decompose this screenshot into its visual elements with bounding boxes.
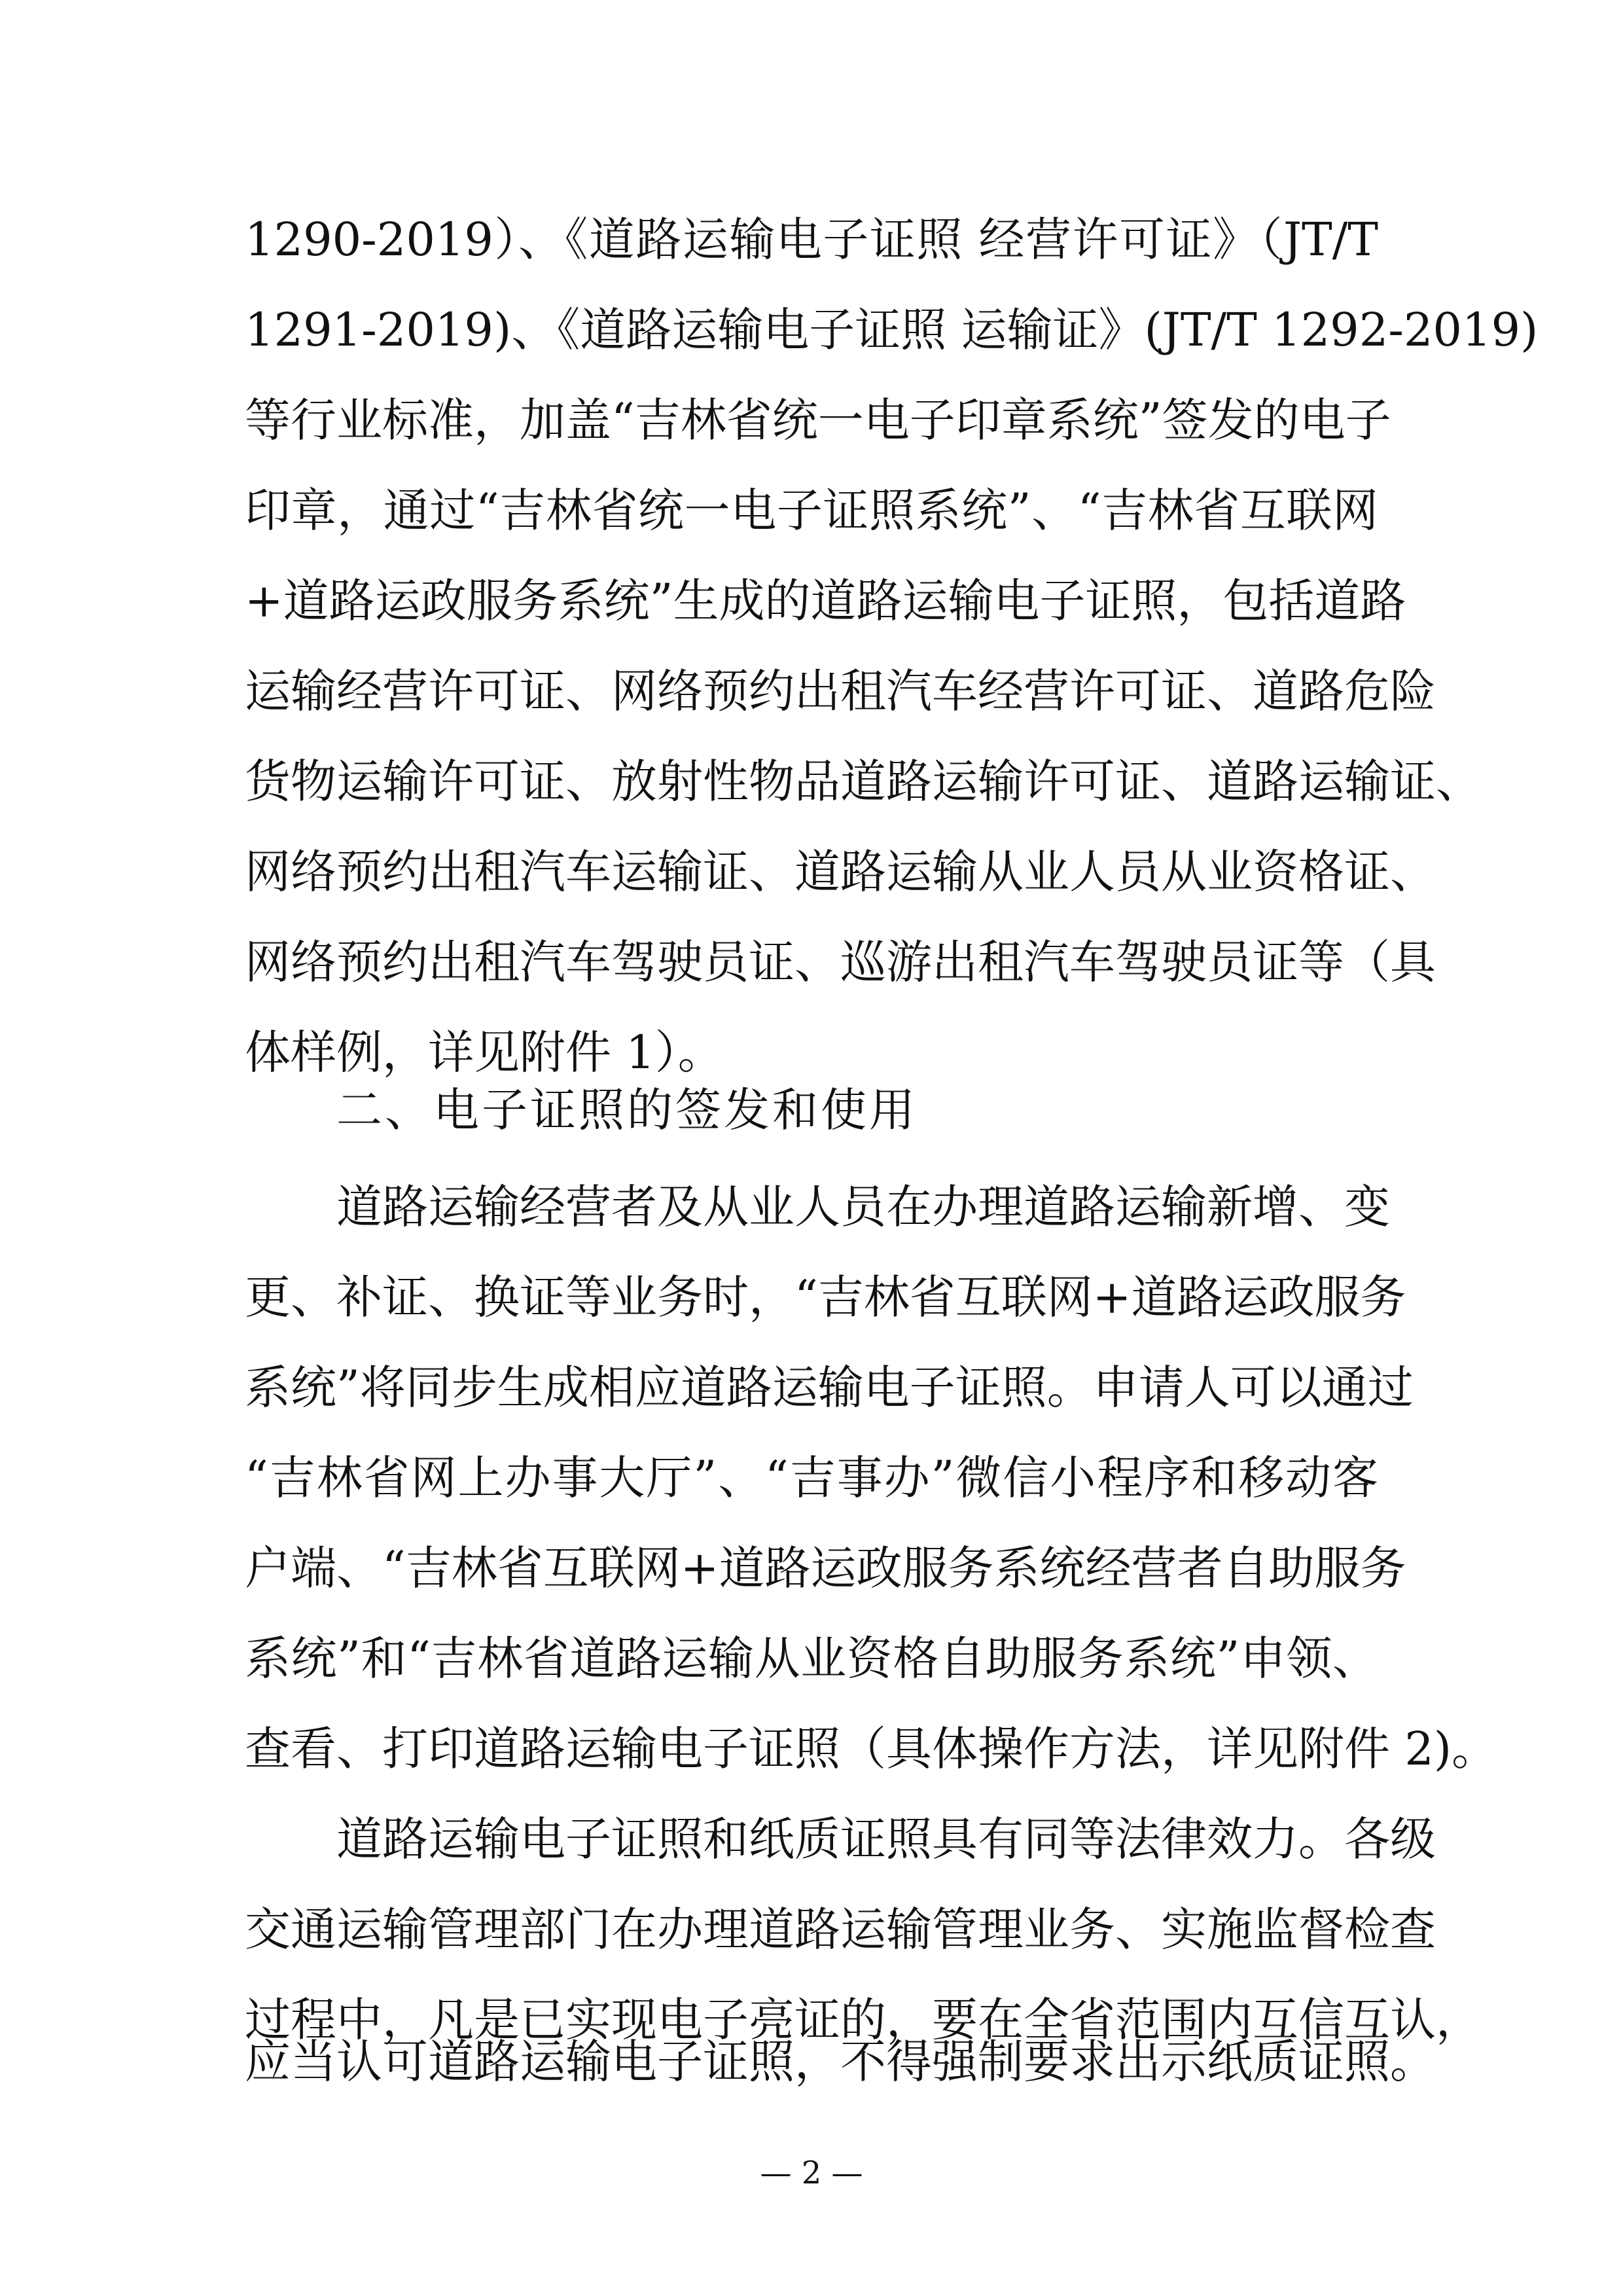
page-number: — 2 — [760,2155,863,2191]
paragraph-2-line-1: 道路运输经营者及从业人员在办理道路运输新增、变 [336,1180,1390,1234]
paragraph-1-line-6: 运输经营许可证、网络预约出租汽车经营许可证、道路危险 [245,664,1436,718]
paragraph-1-line-4: 印章，通过“吉林省统一电子证照系统”、“吉林省互联网 [245,484,1378,537]
paragraph-1-line-5: +道路运政服务系统”生成的道路运输电子证照，包括道路 [245,574,1406,628]
paragraph-3-line-4: 应当认可道路运输电子证照，不得强制要求出示纸质证照。 [245,2035,1436,2089]
paragraph-3-line-3: 过程中，凡是已实现电子亮证的，要在全省范围内互信互认， [245,1993,1482,2047]
paragraph-1-line-1: 1290-2019）、《道路运输电子证照 经营许可证》（JT/T [245,213,1378,266]
paragraph-2-line-3: 系统”将同步生成相应道路运输电子证照。申请人可以通过 [245,1361,1414,1414]
paragraph-3-line-1: 道路运输电子证照和纸质证照具有同等法律效力。各级 [336,1812,1436,1866]
paragraph-1-line-10: 体样例，详见附件 1）。 [245,1026,724,1079]
paragraph-2-line-4: “吉林省网上办事大厅”、“吉事办”微信小程序和移动客 [245,1451,1378,1505]
section-heading: 二、电子证照的签发和使用 [336,1083,918,1137]
paragraph-2-line-2: 更、补证、换证等业务时，“吉林省互联网+道路运政服务 [245,1270,1406,1324]
paragraph-2-line-5: 户端、“吉林省互联网+道路运政服务系统经营者自助服务 [245,1541,1406,1595]
paragraph-2-line-6: 系统”和“吉林省道路运输从业资格自助服务系统”申领、 [245,1632,1378,1685]
paragraph-1-line-7: 货物运输许可证、放射性物品道路运输许可证、道路运输证、 [245,755,1482,808]
paragraph-3-line-2: 交通运输管理部门在办理道路运输管理业务、实施监督检查 [245,1903,1436,1956]
paragraph-1-line-2: 1291-2019)、《道路运输电子证照 运输证》(JT/T 1292-2019) [245,303,1539,357]
paragraph-1-line-3: 等行业标准，加盖“吉林省统一电子印章系统”签发的电子 [245,393,1391,447]
paragraph-2-line-7: 查看、打印道路运输电子证照（具体操作方法，详见附件 2)。 [245,1722,1498,1776]
paragraph-1-line-9: 网络预约出租汽车驾驶员证、巡游出租汽车驾驶员证等（具 [245,935,1436,989]
paragraph-1-line-8: 网络预约出租汽车运输证、道路运输从业人员从业资格证、 [245,845,1436,899]
